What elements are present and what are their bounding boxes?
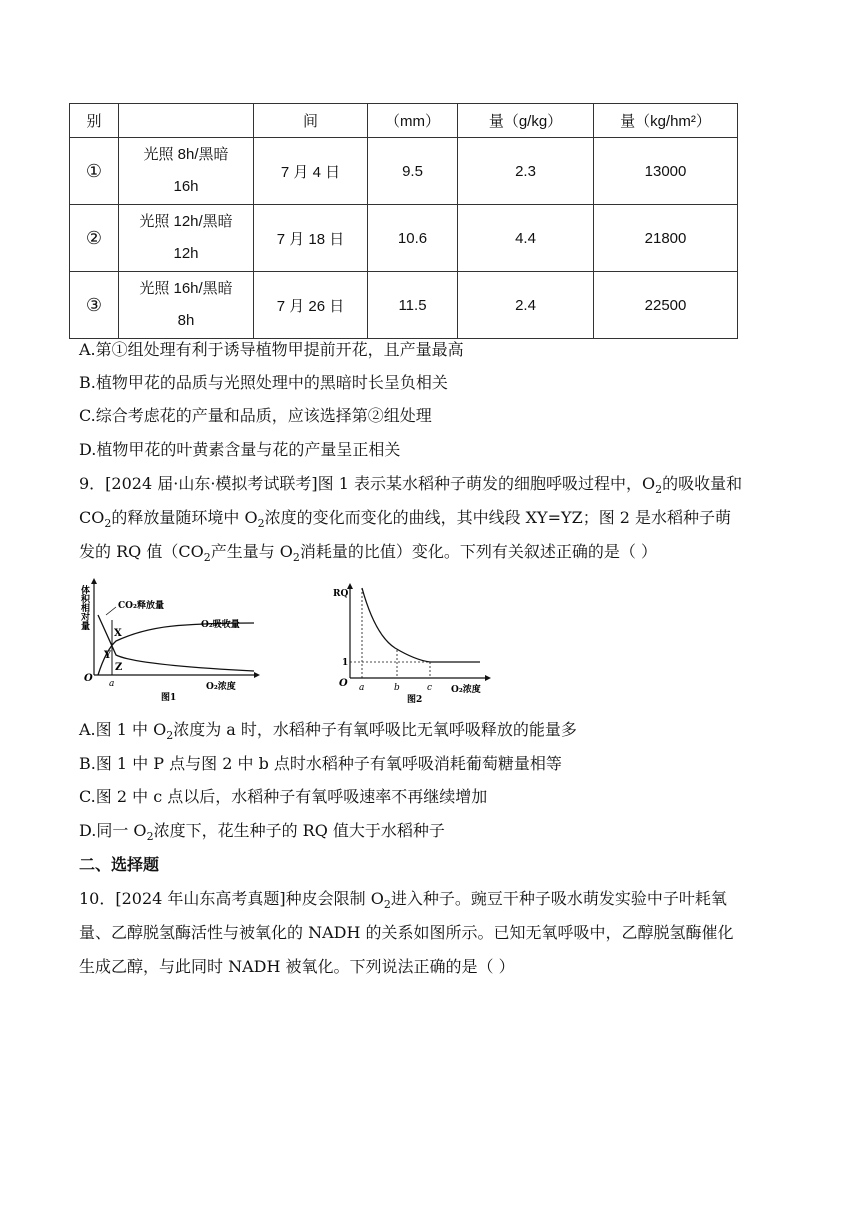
q9-stem-line-3: 发的 RQ 值（$CO_2$产生量与 $O_2$消耗量的比值）变化。下列有关叙述正确的是（ ）	[79, 542, 658, 565]
origin-label: O	[84, 673, 93, 684]
fig1-ylabel: 体积相对量	[79, 585, 89, 630]
q10-stem-line-1: 10．[2024 年山东高考真题]种皮会限制 $O_2$进入种子。豌豆干种子吸水萌发实验中子叶耗氧	[79, 889, 727, 912]
light-cell: 光照 12h/黑暗 12h	[119, 205, 254, 272]
content-cell: 4.4	[458, 205, 594, 272]
q10-stem-line-2: 量、乙醇脱氢酶活性与被氧化的 NADH 的关系如图所示。已知无氧呼吸中，乙醇脱氢酶催化	[79, 923, 734, 942]
tick-a: a	[109, 679, 115, 689]
header-cell: 量（g/kg）	[458, 104, 594, 138]
diameter-cell: 11.5	[368, 272, 458, 339]
date-cell: 7 月 18 日	[254, 205, 368, 272]
date-cell: 7 月 26 日	[254, 272, 368, 339]
co2-label: CO₂释放量	[118, 601, 164, 611]
table-header-row	[70, 104, 738, 138]
fig1-caption: 图1	[161, 693, 177, 703]
section-heading: 二、选择题	[79, 855, 160, 874]
q8-option-a: A.第①组处理有利于诱导植物甲提前开花，且产量最高	[79, 340, 464, 359]
point-x: X	[114, 628, 122, 639]
data-table	[69, 103, 738, 339]
yield-cell: 13000	[594, 138, 738, 205]
fig2-origin: O	[339, 678, 348, 689]
q9-option-b: B.图 1 中 P 点与图 2 中 b 点时水稻种子有氧呼吸消耗葡萄糖量相等	[79, 754, 562, 773]
table-row	[70, 205, 738, 272]
tick-one: 1	[342, 658, 349, 668]
header-cell: （mm）	[368, 104, 458, 138]
yield-cell: 21800	[594, 205, 738, 272]
header-cell: 量（kg/hm²）	[594, 104, 738, 138]
q8-option-d: D.植物甲花的叶黄素含量与花的产量呈正相关	[79, 440, 401, 459]
content-cell: 2.3	[458, 138, 594, 205]
q10-stem-line-3: 生成乙醇，与此同时 NADH 被氧化。下列说法正确的是（ ）	[79, 957, 515, 976]
q9-option-c: C.图 2 中 c 点以后，水稻种子有氧呼吸速率不再继续增加	[79, 787, 488, 806]
fig2-caption: 图2	[407, 695, 423, 705]
light-cell: 光照 16h/黑暗 8h	[119, 272, 254, 339]
q8-option-c: C.综合考虑花的产量和品质，应该选择第②组处理	[79, 406, 432, 425]
point-z: Z	[115, 662, 123, 673]
content-cell: 2.4	[458, 272, 594, 339]
diameter-cell: 9.5	[368, 138, 458, 205]
group-cell: ②	[70, 205, 119, 272]
group-cell: ①	[70, 138, 119, 205]
q8-option-b: B.植物甲花的品质与光照处理中的黑暗时长呈负相关	[79, 373, 448, 392]
tick-a: a	[359, 683, 365, 693]
fig2-ylabel: RQ	[333, 589, 349, 599]
header-cell	[119, 104, 254, 138]
point-y: Y	[104, 650, 112, 661]
rq-curve	[362, 588, 480, 662]
tick-c: c	[427, 683, 433, 693]
header-cell: 别	[70, 104, 119, 138]
q9-stem-line-2: $CO_2$的释放量随环境中 $O_2$浓度的变化而变化的曲线，其中线段 XY=YZ；图 2 是水稻种子萌	[79, 508, 732, 531]
header-cell: 间	[254, 104, 368, 138]
table-row	[70, 272, 738, 339]
fig2-xlabel: O₂浓度	[451, 685, 481, 695]
diameter-cell: 10.6	[368, 205, 458, 272]
o2-label: O₂吸收量	[201, 620, 240, 630]
group-cell: ③	[70, 272, 119, 339]
light-cell: 光照 8h/黑暗 16h	[119, 138, 254, 205]
figure-2	[330, 580, 495, 705]
yield-cell: 22500	[594, 272, 738, 339]
figure-1	[76, 575, 266, 705]
tick-b: b	[394, 683, 400, 693]
fig1-xlabel: O₂浓度	[206, 682, 236, 692]
q9-stem-line-1: 9．[2024 届·山东·模拟考试联考]图 1 表示某水稻种子萌发的细胞呼吸过程中，$O_2$的吸收量和	[79, 474, 743, 497]
table-row	[70, 138, 738, 205]
q9-option-a: A.图 1 中 $O_2$浓度为 a 时，水稻种子有氧呼吸比无氧呼吸释放的能量多	[79, 720, 577, 743]
q9-option-d: D.同一 $O_2$浓度下，花生种子的 RQ 值大于水稻种子	[79, 821, 445, 844]
date-cell: 7 月 4 日	[254, 138, 368, 205]
